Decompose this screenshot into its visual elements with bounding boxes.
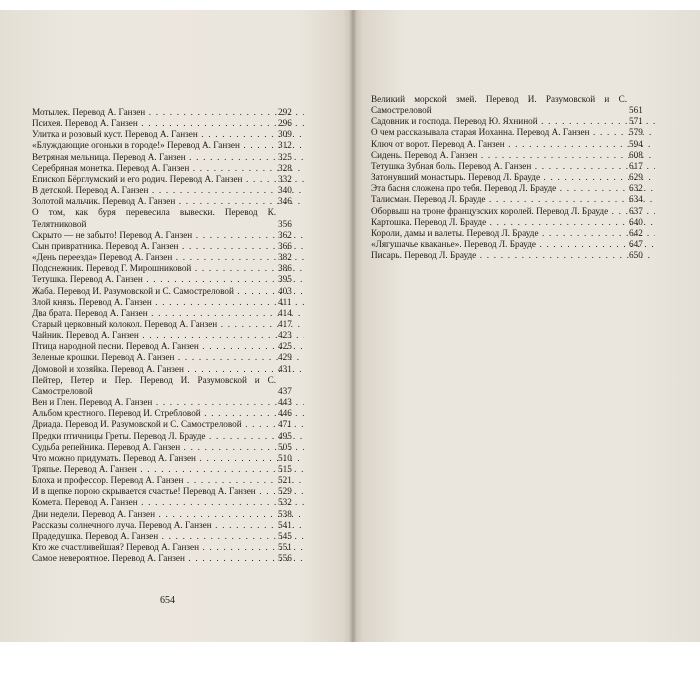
- entry-page-number: 312: [278, 140, 292, 151]
- entry-page-number: 386: [278, 263, 292, 274]
- entry-title: Ключ от ворот. Перевод А. Ганзен . . .: [371, 139, 655, 149]
- contents-entry: [32, 308, 304, 319]
- entry-title: Короли, дамы и валеты. Перевод Л. Брауде . . .: [371, 228, 655, 238]
- entry-title: «День переезда» Перевод А. Ганзен . . .: [32, 252, 304, 262]
- entry-page-number: 647: [629, 239, 643, 250]
- entry-page-number: 551: [278, 542, 292, 553]
- contents-entry: [32, 397, 304, 408]
- entry-page-number: 629: [629, 172, 643, 183]
- contents-entry: [371, 172, 655, 183]
- entry-title: Картошка. Перевод Л. Брауде . . .: [371, 217, 655, 227]
- entry-page-number: 414: [278, 307, 292, 318]
- entry-page-number: 356: [278, 218, 292, 229]
- contents-entry: [371, 194, 655, 205]
- entry-title: Блоха и профессор. Перевод А. Ганзен . . .: [32, 475, 304, 485]
- contents-entry: [32, 364, 304, 375]
- entry-title: Дриада. Перевод И. Разумовской и С. Самостреловой . . .: [32, 419, 304, 429]
- contents-entry: [32, 286, 304, 297]
- contents-entry: [32, 263, 304, 274]
- entry-title: Писарь. Перевод Л. Брауде . . .: [371, 250, 655, 260]
- left-contents-list: [32, 107, 304, 564]
- entry-page-number: 541: [278, 519, 292, 530]
- entry-title: Сын привратника. Перевод А. Ганзен . . .: [32, 241, 304, 251]
- contents-entry: [32, 352, 304, 363]
- contents-entry: [32, 185, 304, 196]
- entry-page-number: 446: [278, 408, 292, 419]
- entry-page-number: 556: [278, 553, 292, 564]
- contents-entry: [32, 297, 304, 308]
- right-contents-list: [371, 94, 655, 261]
- entry-page-number: 521: [278, 475, 292, 486]
- entry-page-number: 417: [278, 318, 292, 329]
- entry-page-number: 346: [278, 196, 292, 207]
- entry-title: Пейтер, Петер и Пер. Перевод И. Разумовской и С. Самостреловой: [32, 374, 276, 396]
- contents-entry: [32, 419, 304, 430]
- contents-entry: [32, 174, 304, 185]
- contents-entry: [371, 239, 655, 250]
- entry-page-number: 529: [278, 486, 292, 497]
- entry-page-number: 429: [278, 352, 292, 363]
- entry-page-number: 594: [629, 138, 643, 149]
- entry-title: Золотой мальчик. Перевод А. Ганзен . . .: [32, 196, 304, 206]
- entry-page-number: 650: [629, 250, 643, 261]
- contents-entry: [371, 217, 655, 228]
- contents-entry: [32, 442, 304, 453]
- contents-entry: [371, 127, 655, 138]
- page-number: 654: [160, 595, 175, 606]
- contents-entry: [32, 486, 304, 497]
- contents-entry: [371, 139, 655, 150]
- book-spread: [0, 10, 700, 642]
- entry-page-number: 617: [629, 160, 643, 171]
- contents-entry: [32, 453, 304, 464]
- entry-page-number: 640: [629, 216, 643, 227]
- contents-entry: [371, 161, 655, 172]
- entry-page-number: 296: [278, 118, 292, 129]
- entry-page-number: 632: [629, 183, 643, 194]
- entry-title: Улитка и розовый куст. Перевод А. Ганзен . . .: [32, 129, 304, 139]
- entry-title: Тетушка Зубная боль. Перевод А. Ганзен . . .: [371, 161, 655, 171]
- contents-entry: [32, 475, 304, 486]
- entry-page-number: 608: [629, 149, 643, 160]
- entry-title: Эта басня сложена про тебя. Перевод Л. Брауде . . .: [371, 183, 655, 193]
- entry-title: Садовник и господа. Перевод Ю. Яхниной . . .: [371, 116, 655, 126]
- entry-page-number: 642: [629, 227, 643, 238]
- entry-title: Зеленые крошки. Перевод А. Ганзен . . .: [32, 352, 304, 362]
- entry-title: Великий морской змей. Перевод И. Разумовской и С. Самостреловой: [371, 94, 627, 116]
- contents-entry: [32, 252, 304, 263]
- entry-page-number: 571: [629, 116, 643, 127]
- contents-entry: [32, 196, 304, 207]
- entry-title: Серебряная монетка. Перевод А. Ганзен . . .: [32, 163, 304, 173]
- entry-title: Два брата. Перевод А. Ганзен . . .: [32, 308, 304, 318]
- entry-title: Судьба репейника. Перевод А. Ганзен . . .: [32, 442, 304, 452]
- contents-entry: [32, 431, 304, 442]
- entry-page-number: 425: [278, 341, 292, 352]
- entry-page-number: 403: [278, 285, 292, 296]
- entry-page-number: 561: [629, 105, 643, 116]
- entry-title: Комета. Перевод А. Ганзен . . .: [32, 497, 304, 507]
- entry-page-number: 495: [278, 430, 292, 441]
- entry-title: Прадедушка. Перевод А. Ганзен . . .: [32, 531, 304, 541]
- contents-entry: [32, 140, 304, 151]
- contents-entry: [32, 520, 304, 531]
- entry-title: Дни недели. Перевод А. Ганзен . . .: [32, 509, 304, 519]
- entry-page-number: 515: [278, 464, 292, 474]
- entry-page-number: 382: [278, 252, 292, 263]
- entry-title: Тетушка. Перевод А. Ганзен . . .: [32, 274, 304, 284]
- entry-title: Епископ Бёрглумский и его родич. Перевод А. Ганзен . . .: [32, 174, 304, 184]
- entry-title: Жаба. Перевод И. Разумовской и С. Самостреловой . . .: [32, 286, 304, 296]
- entry-page-number: 538: [278, 508, 292, 519]
- contents-entry: [32, 241, 304, 252]
- entry-title: Подснежник. Перевод Г. Мирошниковой . . .: [32, 263, 304, 273]
- entry-page-number: 332: [278, 173, 292, 184]
- entry-title: Альбом крестного. Перевод И. Стребловой . . .: [32, 408, 304, 418]
- entry-page-number: 443: [278, 397, 292, 408]
- contents-entry: [32, 207, 304, 229]
- entry-title: Талисман. Перевод Л. Брауде . . .: [371, 194, 655, 204]
- entry-page-number: 366: [278, 240, 292, 251]
- contents-entry: [32, 531, 304, 542]
- contents-entry: [371, 250, 655, 261]
- entry-title: Психея. Перевод А. Ганзен . . .: [32, 118, 304, 128]
- entry-title: Оборвыш на троне французских королей. Перевод Л. Брауде . . .: [371, 206, 655, 216]
- entry-page-number: 362: [278, 229, 292, 240]
- entry-title: «Лягушачье кваканье». Перевод Л. Брауде . . .: [371, 239, 655, 249]
- entry-title: Старый церковный колокол. Перевод А. Ганзен . . .: [32, 319, 304, 329]
- entry-page-number: 395: [278, 274, 292, 285]
- entry-title: Вен и Глен. Перевод А. Ганзен . . .: [32, 397, 304, 407]
- entry-title: «Блуждающие огоньки в городе!» Перевод А. Ганзен . . .: [32, 140, 304, 150]
- contents-entry: [32, 274, 304, 285]
- contents-entry: [32, 152, 304, 163]
- entry-page-number: 292: [278, 107, 292, 117]
- entry-title: Птица народной песни. Перевод А. Ганзен . . .: [32, 341, 304, 351]
- contents-entry: [32, 319, 304, 330]
- entry-page-number: 510: [278, 452, 292, 463]
- entry-title: Затонувший монастырь. Перевод Л. Брауде . . .: [371, 172, 655, 182]
- entry-title: О чем рассказывала старая Иоханна. Перевод А. Ганзен . . .: [371, 127, 655, 137]
- entry-title: Что можно придумать. Перевод А. Ганзен . . .: [32, 453, 304, 463]
- entry-page-number: 431: [278, 363, 292, 374]
- contents-entry: [371, 228, 655, 239]
- contents-entry: [32, 375, 304, 397]
- entry-page-number: 325: [278, 151, 292, 162]
- contents-entry: [32, 118, 304, 129]
- entry-page-number: 545: [278, 530, 292, 541]
- entry-title: Злой князь. Перевод А. Ганзен . . .: [32, 297, 304, 307]
- entry-page-number: 634: [629, 194, 643, 205]
- contents-entry: [32, 129, 304, 140]
- contents-entry: [32, 509, 304, 520]
- contents-entry: [371, 183, 655, 194]
- entry-title: О том, как буря перевесила вывески. Перевод К. Телятниковой: [32, 207, 276, 229]
- contents-entry: [32, 553, 304, 564]
- entry-title: Предки птичницы Греты. Перевод Л. Брауде . . .: [32, 431, 304, 441]
- contents-entry: [32, 107, 304, 118]
- contents-entry: [32, 230, 304, 241]
- entry-page-number: 437: [278, 385, 292, 396]
- contents-entry: [371, 94, 655, 116]
- entry-title: Самое невероятное. Перевод А. Ганзен . . .: [32, 553, 304, 563]
- contents-entry: [32, 497, 304, 508]
- entry-page-number: 505: [278, 441, 292, 452]
- entry-page-number: 340: [278, 185, 292, 196]
- contents-entry: [32, 408, 304, 419]
- entry-page-number: 471: [278, 419, 292, 430]
- entry-title: Рассказы солнечного луча. Перевод А. Ганзен . . .: [32, 520, 304, 530]
- contents-entry: [371, 150, 655, 161]
- contents-entry: [32, 464, 304, 475]
- entry-title: В детской. Перевод А. Ганзен . . .: [32, 185, 304, 195]
- contents-entry: [32, 542, 304, 553]
- entry-page-number: 637: [629, 205, 643, 216]
- contents-entry: [32, 330, 304, 341]
- entry-title: Скрыто — не забыто! Перевод А. Ганзен . . .: [32, 230, 304, 240]
- book-gutter: [349, 10, 357, 642]
- entry-page-number: 532: [278, 497, 292, 508]
- contents-entry: [32, 341, 304, 352]
- contents-entry: [32, 163, 304, 174]
- entry-title: Домовой и хозяйка. Перевод А. Ганзен . . .: [32, 364, 304, 374]
- entry-page-number: 328: [278, 162, 292, 173]
- entry-page-number: 309: [278, 129, 292, 140]
- contents-entry: [371, 206, 655, 217]
- entry-title: Кто же счастливейшая? Перевод А. Ганзен . . .: [32, 542, 304, 552]
- entry-title: И в щепке порою скрывается счастье! Перевод А. Ганзен . . .: [32, 486, 304, 496]
- entry-page-number: 579: [629, 127, 643, 138]
- entry-title: Мотылек. Перевод А. Ганзен . . .: [32, 107, 304, 117]
- entry-title: Чайник. Перевод А. Ганзен . . .: [32, 330, 304, 340]
- entry-page-number: 411: [278, 296, 292, 307]
- contents-entry: [371, 116, 655, 127]
- entry-title: Ветряная мельница. Перевод А. Ганзен . . .: [32, 152, 304, 162]
- entry-title: Тряпье. Перевод А. Ганзен . . .: [32, 464, 304, 474]
- entry-title: Сидень. Перевод А. Ганзен . . .: [371, 150, 655, 160]
- entry-page-number: 423: [278, 330, 292, 341]
